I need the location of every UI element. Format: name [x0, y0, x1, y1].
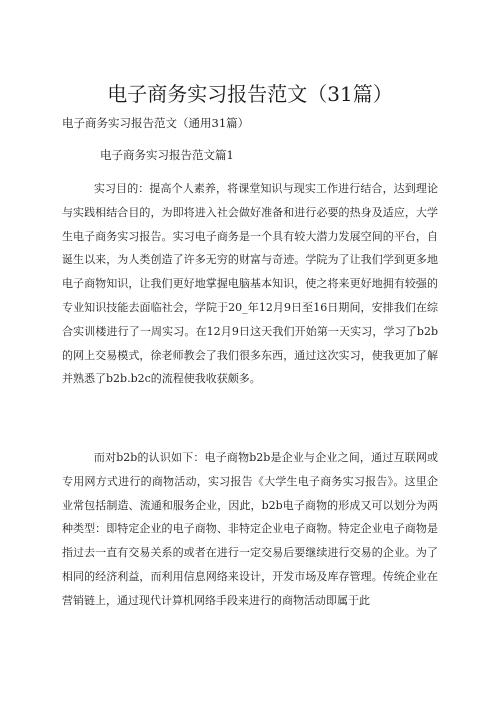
page-title: 电子商务实习报告范文（31篇）: [107, 82, 393, 106]
document-subtitle: 电子商务实习报告范文（通用31篇）: [62, 116, 250, 130]
paragraph-2: 而对b2b的认识如下：电子商物b2b是企业与企业之间，通过互联网或专用网方式进行的商物活动，实习报告《大学生电子商务实习报告》。这里企业常包括制造、流通和服务企业，因此，b2b电子商物的形成又可以划分为两种类型：即特定企业的电子商物、非特定企业电子商物。特定企业电子商物是指过去一直有交易关系的或者在进行一定交易后要继续进行交易的企业。为了相同的经济利益，而利用信息网络来设计，开发市场及库存管理。传统企业在营销链上，通过现代计算机网络手段来进行的商物活动即属于此: [62, 451, 438, 607]
paragraph-1: 实习目的：提高个人素养，将课堂知识与现实工作进行结合，达到理论与实践相结合目的，为即将进入社会做好准备和进行必要的热身及适应，大学生电子商务实习报告。实习电子商务是一个具有较大潜力发展空间的平台，自诞生以来，为人类创造了许多无穷的财富与奇迹。学院为了让我们学到更多地电子商物知识，让我们更好地掌握电脑基本知识，使之将来更好地拥有较强的专业知识技能去面临社会，学院于20_年12月9日至16日期间，安排我们在综合实训楼进行了一周实习。在12月9日这天我们开始第一天实习，学习了b2b的网上交易模式，徐老师教会了我们很多东西，通过这次实习，使我更加了解并熟悉了b2b.b2c的流程使我收获颇多。: [62, 182, 438, 386]
section-heading: 电子商务实习报告范文篇1: [100, 148, 234, 162]
